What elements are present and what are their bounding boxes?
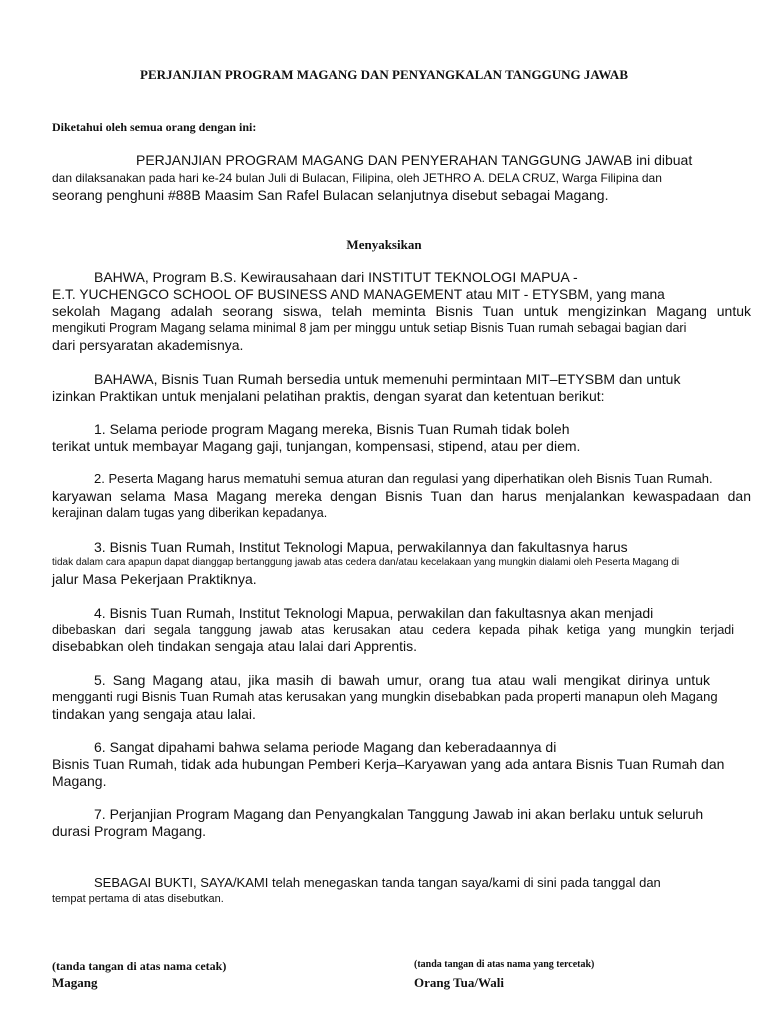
intro-line: dan dilaksanakan pada hari ke-24 bulan Juli di Bulacan, Filipina, oleh JETHRO A. DELA CRUZ, Warga Filipina dan bbox=[52, 171, 662, 185]
item2-line: kerajinan dalam tugas yang diberikan kepadanya. bbox=[52, 506, 328, 520]
witness-heading: Menyaksikan bbox=[346, 237, 422, 252]
signature-caption-guardian: (tanda tangan di atas nama yang tercetak) bbox=[414, 959, 595, 970]
item4-line: disebabkan oleh tindakan sengaja atau lalai dari Apprentis. bbox=[52, 638, 418, 654]
item3-line: tidak dalam cara apapun dapat dianggap bertanggung jawab atas cedera dan/atau kecelakaan yang mungkin dialami oleh Peserta Magang di bbox=[52, 557, 680, 568]
item4-line: dibebaskan dari segala tanggung jawab atas kerusakan atau cedera kepada pihak ketiga yang mungkin terjadi bbox=[52, 623, 734, 637]
item1-line: terikat untuk membayar Magang gaji, tunjangan, kompensasi, stipend, atau per diem. bbox=[52, 438, 581, 454]
whereas1-line: sekolah Magang adalah seorang siswa, telah meminta Bisnis Tuan untuk mengizinkan Magang untuk bbox=[52, 303, 751, 319]
item6-line: 6. Sangat dipahami bahwa selama periode Magang dan keberadaannya di bbox=[94, 739, 557, 755]
whereas1-line: mengikuti Program Magang selama minimal 8 jam per minggu untuk setiap Bisnis Tuan rumah sebagai bagian dari bbox=[52, 321, 687, 335]
item1-line: 1. Selama periode program Magang mereka, Bisnis Tuan Rumah tidak boleh bbox=[94, 421, 570, 437]
item2-line: karyawan selama Masa Magang mereka dengan Bisnis Tuan dan harus menjalankan kewaspadaan dan bbox=[52, 488, 751, 504]
signature-name-guardian: Orang Tua/Wali bbox=[414, 975, 504, 990]
testimony-line: tempat pertama di atas disebutkan. bbox=[52, 893, 224, 905]
whereas1-line: BAHWA, Program B.S. Kewirausahaan dari INSTITUT TEKNOLOGI MAPUA - bbox=[94, 269, 578, 285]
item5-line: 5. Sang Magang atau, jika masih di bawah umur, orang tua atau wali mengikat dirinya untuk bbox=[94, 672, 710, 688]
item7-line: 7. Perjanjian Program Magang dan Penyangkalan Tanggung Jawab ini akan berlaku untuk seluruh bbox=[94, 806, 704, 822]
item2-line: 2. Peserta Magang harus mematuhi semua aturan dan regulasi yang diperhatikan oleh Bisnis Tuan Rumah. bbox=[94, 471, 713, 486]
intro-heading: Diketahui oleh semua orang dengan ini: bbox=[52, 120, 257, 134]
item4-line: 4. Bisnis Tuan Rumah, Institut Teknologi Mapua, perwakilan dan fakultasnya akan menjadi bbox=[94, 605, 654, 621]
signature-name-apprentice: Magang bbox=[52, 975, 98, 990]
item6-line: Magang. bbox=[52, 773, 107, 789]
item6-line: Bisnis Tuan Rumah, tidak ada hubungan Pemberi Kerja–Karyawan yang ada antara Bisnis Tuan Rumah dan bbox=[52, 756, 725, 772]
item5-line: tindakan yang sengaja atau lalai. bbox=[52, 706, 256, 722]
testimony-line: SEBAGAI BUKTI, SAYA/KAMI telah menegaskan tanda tangan saya/kami di sini pada tanggal dan bbox=[94, 875, 661, 890]
document-title: PERJANJIAN PROGRAM MAGANG DAN PENYANGKALAN TANGGUNG JAWAB bbox=[140, 67, 628, 82]
intro-line: seorang penghuni #88B Maasim San Rafel Bulacan selanjutnya disebut sebagai Magang. bbox=[52, 187, 609, 203]
item3-line: 3. Bisnis Tuan Rumah, Institut Teknologi Mapua, perwakilannya dan fakultasnya harus bbox=[94, 539, 628, 555]
whereas2-line: BAHAWA, Bisnis Tuan Rumah bersedia untuk memenuhi permintaan MIT–ETYSBM dan untuk bbox=[94, 371, 681, 387]
item3-line: jalur Masa Pekerjaan Praktiknya. bbox=[52, 571, 257, 587]
signature-caption-apprentice: (tanda tangan di atas nama cetak) bbox=[52, 959, 227, 973]
whereas1-line: dari persyaratan akademisnya. bbox=[52, 337, 244, 353]
item7-line: durasi Program Magang. bbox=[52, 823, 207, 839]
whereas2-line: izinkan Praktikan untuk menjalani pelatihan praktis, dengan syarat dan ketentuan berikut: bbox=[52, 388, 605, 404]
item5-line: mengganti rugi Bisnis Tuan Rumah atas kerusakan yang mungkin disebabkan pada properti manapun oleh Magang bbox=[52, 689, 718, 704]
whereas1-line: E.T. YUCHENGCO SCHOOL OF BUSINESS AND MANAGEMENT atau MIT - ETYSBM, yang mana bbox=[52, 287, 665, 302]
intro-line: PERJANJIAN PROGRAM MAGANG DAN PENYERAHAN TANGGUNG JAWAB ini dibuat bbox=[136, 152, 693, 168]
